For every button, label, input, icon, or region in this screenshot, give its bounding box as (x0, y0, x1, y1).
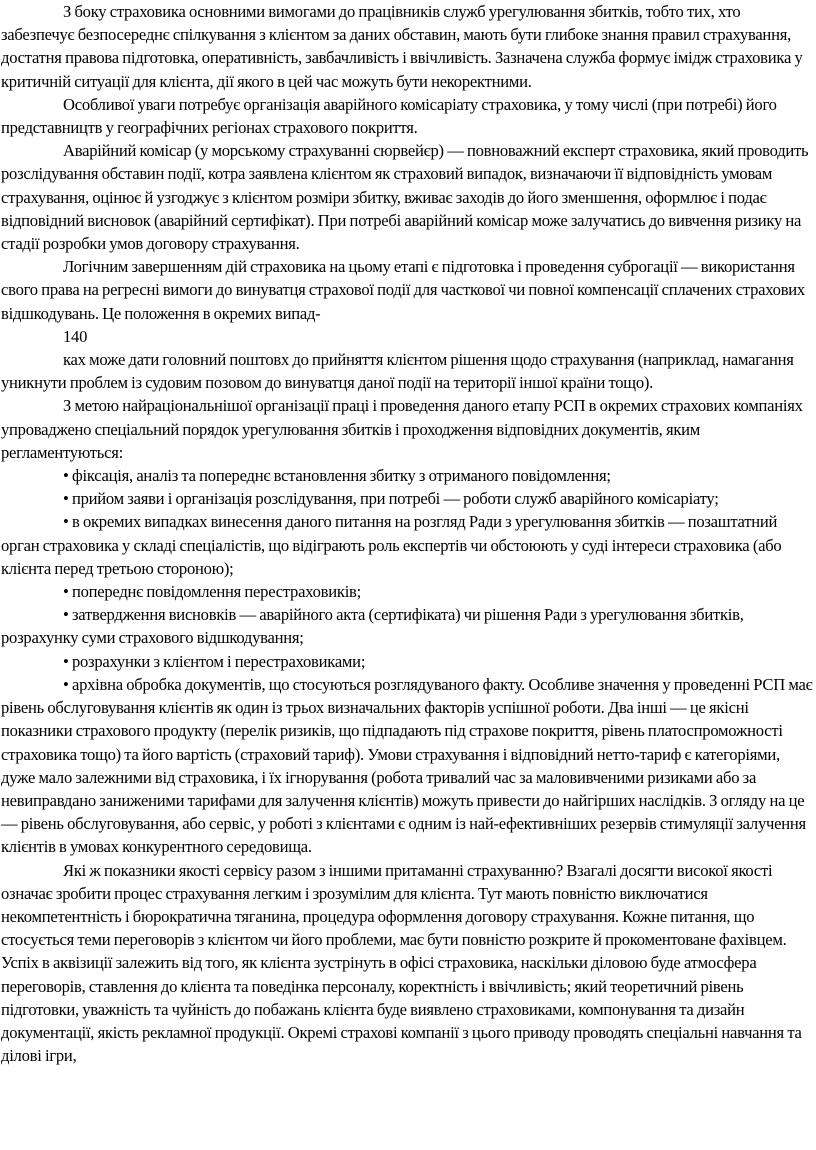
list-item: • попереднє повідомлення перестраховиків; (63, 582, 361, 602)
list-item: • затвердження висновків — аварійного акта (сертифіката) чи рішення Ради з урегулювання збитків, розрахунку суми страхового відшкодування; (1, 605, 744, 648)
paragraph: Які ж показники якості сервісу разом з іншими притаманні страхуванню? Взагалі досягти високої якості означає зробити процес страхування легким і зрозумілим для клієнта. Тут мають повністю виключатися некомпетентність і бюрократична тяганина, процедура оформлення договору страхування. Кожне питання, що стосується теми переговорів з клієнтом чи його проблеми, має бути повністю розкрите й прокоментоване фахівцем. Успіх в аквізиції залежить від того, як клієнта зустрінуть в офісі страховика, наскільки діловою буде атмосфера переговорів, ставлення до клієнта та поведінка персоналу, коректність і ввічливість; який теоретичний рівень підготовки, уважність та чуйність до побажань клієнта буде виявлено страховиками, компонування та дизайн документації, якість рекламної продукції. Окремі страхові компанії з цього приводу проводять спеціальні навчання та ділові ігри, (1, 860, 802, 1066)
paragraph: Логічним завершенням дій страховика на цьому етапі є підготовка і проведення суброгації — використання свого права на регресні вимоги до винуватця страхової події для часткової чи повної компенсації сплачених страхових відшкодувань. Це положення в окремих випад- (1, 257, 805, 323)
paragraph: З боку страховика основними вимогами до працівників служб урегулювання збитків, тобто тих, хто забезпечує безпосереднє спілкування з клієнтом за даних обставин, мають бути глибоке знання правил страхування, достатня правова підготовка, оперативність, завбачливість і ввічливість. Зазначена служба формує імідж страховика у критичній ситуації для клієнта, дії якого в цей час можуть бути некоректними. (1, 2, 803, 91)
list-item: • розрахунки з клієнтом і перестраховиками; (63, 651, 366, 671)
paragraph-continuation: ках може дати головний поштовх до прийняття клієнтом рішення щодо страхування (наприклад, намагання уникнути проблем із судовим позовом до винуватця даної події на території іншої країни тощо). (1, 350, 794, 393)
paragraph: З метою найраціональнішої організації праці і проведення даного етапу РСП в окремих страхових компаніях упроваджено спеціальний порядок урегулювання збитків і проходження відповідних документів, яким регламентуються: (1, 396, 803, 462)
list-item: • прийом заяви і організація розслідування, при потребі — роботи служб аварійного комісаріату; (63, 489, 719, 509)
paragraph: Аварійний комісар (у морському страхуванні сюрвейєр) — повноважний експерт страховика, який проводить розслідування обставин події, котра заявлена клієнтом як страховий випадок, визначаючи її відповідність умовам страхування, оцінює й узгоджує з клієнтом розміри збитку, вживає заходів до його зменшення, оформлює і подає відповідний висновок (аварійний сертифікат). При потребі аварійний комісар може залучатись до вивчення ризику на стадії розробки умов договору страхування. (1, 141, 809, 254)
list-item: • в окремих випадках винесення даного питання на розгляд Ради з урегулювання збитків — позаштатний орган страховика у складі спеціалістів, що відіграють роль експертів чи обстоюють у суді інтереси страховика (або клієнта перед третьою стороною); (1, 512, 782, 578)
page-number: 140 (63, 326, 88, 346)
paragraph: Особливої уваги потребує організація аварійного комісаріату страховика, у тому числі (при потребі) його представництв у географічних регіонах страхового покриття. (1, 94, 777, 138)
list-item: • архівна обробка документів, що стосуються розглядуваного факту. Особливе значення у проведенні РСП має рівень обслуговування клієнтів як один із трьох визначальних факторів успішної роботи. Два інші — це якісні показники страхового продукту (перелік ризиків, що підпадають під страхове покриття, рівень платоспроможності страховика тощо) та його вартість (страховий тариф). Умови страхування і відповідний нетто-тариф є категоріями, дуже мало залежними від страховика, і їх ігнорування (робота тривалий час за маловивченими ризиками або за невиправдано заниженими тарифами для залучення клієнтів) можуть привести до найгірших наслідків. З огляду на це — рівень обслуговування, або сервіс, у роботі з клієнтами є одним із най-ефективніших резервів стимуляції залучення клієнтів в умовах конкурентного середовища. (1, 674, 813, 857)
list-item: • фіксація, аналіз та попереднє встановлення збитку з отриманого повідомлення; (63, 466, 611, 486)
